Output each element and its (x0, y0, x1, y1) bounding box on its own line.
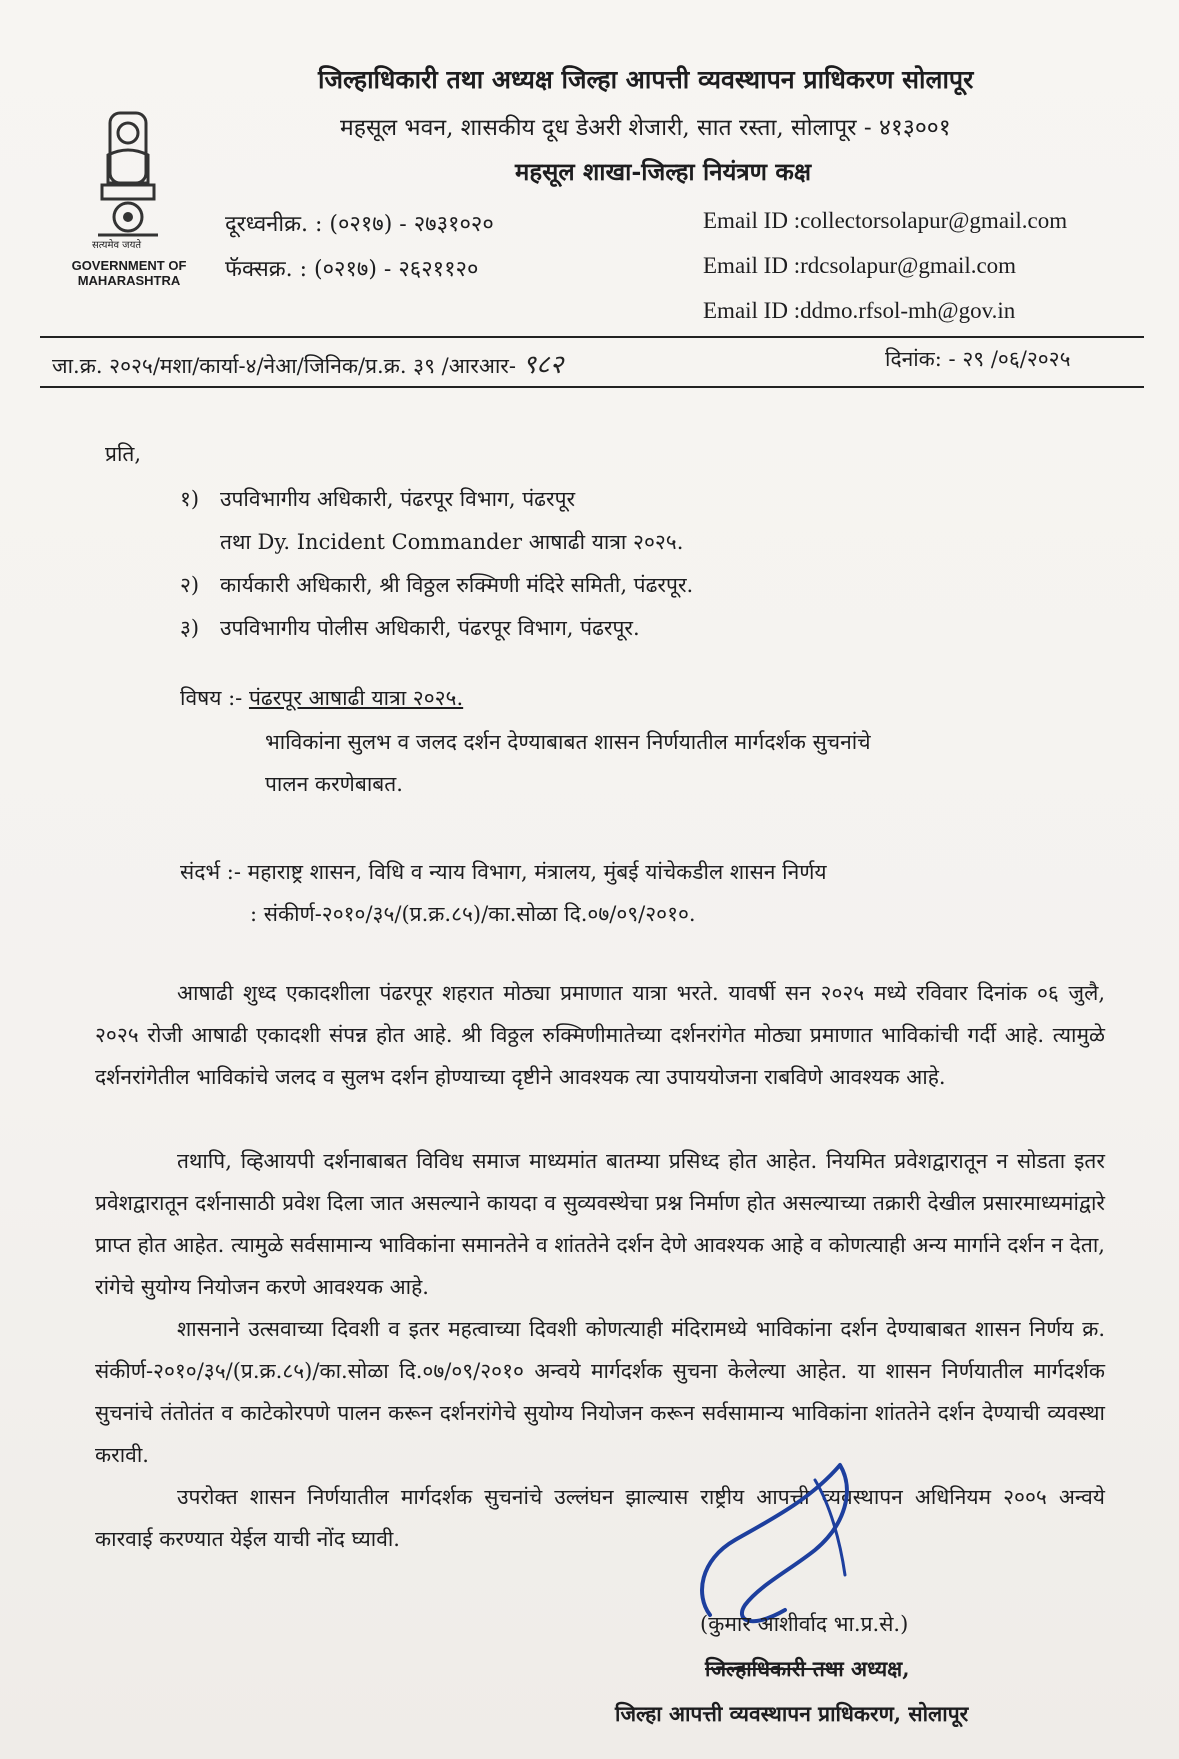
body-paragraph-3: शासनाने उत्सवाच्या दिवशी व इतर महत्वाच्या दिवशी कोणत्याही मंदिरामध्ये भाविकांना दर्शन देण्याबाबत शासन निर्णय क्र. संकीर्ण-२०१०/३५/(प्र.क्र.८५)/का.सोळा दि.०७/०९/२०१० अन्वये मार्गदर्शक सुचना केलेल्या आहेत. या शासन निर्णयातील मार्गदर्शक सुचनांचे तंतोतंत व काटेकोरपणे पालन करून दर्शनरांगेचे सुयोग्य नियोजन करून सर्वसामान्य भाविकांना शांततेने दर्शन देण्याची व्यवस्था करावी. (95, 1317, 1105, 1467)
government-label: GOVERNMENT OF MAHARASHTRA (71, 258, 187, 288)
body-paragraph-4: उपरोक्त शासन निर्णयातील मार्गदर्शक सुचनांचे उल्लंघन झाल्यास राष्ट्रीय आपत्ती व्यवस्थापन अधिनियम २००५ अन्वये कारवाई करण्यात येईल याची नोंद घ्यावी. (95, 1485, 1105, 1551)
recipient-1-number: १) (180, 487, 200, 511)
letter-date: दिनांक: - २९ /०६/२०२५ (885, 347, 1071, 371)
struck-designation: जिल्हाधिकारी तथा (705, 1656, 844, 1681)
office-address: महसूल भवन, शासकीय दूध डेअरी शेजारी, सात रस्ता, सोलापूर - ४१३००१ (340, 115, 951, 141)
phone-number: दूरध्वनीक्र. : (०२१७) - २७३१०२० (225, 212, 494, 237)
body-paragraph-2: तथापि, व्हिआयपी दर्शनाबाबत विविध समाज माध्यमांत बातम्या प्रसिध्द होत आहेत. नियमित प्रवेशद्वारातून न सोडता इतर प्रवेशद्वारातून दर्शनासाठी प्रवेश दिला जात असल्याने कायदा व सुव्यवस्थेचा प्रश्न निर्माण होत असल्याच्या तक्रारी देखील प्रसारमाध्यमांद्वारे प्राप्त होत आहेत. त्यामुळे सर्वसामान्य भाविकांना समानतेने व शांततेने दर्शन देणे आवश्यक आहे व कोणत्याही अन्य मार्गाने दर्शन न देता, रांगेचे सुयोग्य नियोजन करणे आवश्यक आहे. (95, 1149, 1105, 1299)
body-paragraph-1: आषाढी शुध्द एकादशीला पंढरपूर शहरात मोठ्या प्रमाणात यात्रा भरते. यावर्षी सन २०२५ मध्ये रविवार दिनांक ०६ जुलै, २०२५ रोजी आषाढी एकादशी संपन्न होत आहे. श्री विठ्ठल रुक्मिणीमातेच्या दर्शनरांगेत मोठ्या प्रमाणात भाविकांची गर्दी आहे. त्यामुळे दर्शनरांगेतील भाविकांचे जलद व सुलभ दर्शन होण्याच्या दृष्टीने आवश्यक त्या उपाययोजना राबविणे आवश्यक आहे. (95, 981, 1105, 1089)
subject-line-2: भाविकांना सुलभ व जलद दर्शन देण्याबाबत शासन निर्णयातील मार्गदर्शक सुचनांचे (265, 730, 871, 754)
designation-rest: अध्यक्ष, (843, 1656, 910, 1681)
reference-line-1: संदर्भ :- महाराष्ट्र शासन, विधि व न्याय विभाग, मंत्रालय, मुंबई यांचेकडील शासन निर्णय (180, 860, 827, 884)
header-rule-top (40, 336, 1144, 338)
salutation: प्रति, (105, 442, 142, 466)
recipient-1-line2: तथा Dy. Incident Commander आषाढी यात्रा २०२५. (220, 530, 684, 554)
recipient-3-line1: उपविभागीय पोलीस अधिकारी, पंढरपूर विभाग, पंढरपूर. (220, 616, 640, 640)
signatory-name: (कुमार आशीर्वाद भा.प्र.से.) (700, 1612, 909, 1636)
signatory-office: जिल्हा आपत्ती व्यवस्थापन प्राधिकरण, सोलापूर (615, 1701, 969, 1726)
header-rule-bottom (40, 386, 1144, 388)
reference-number-text: जा.क्र. २०२५/मशा/कार्या-४/नेआ/जिनिक/प्र.क्र. ३९ /आरआर- (52, 354, 516, 378)
state-emblem-icon (88, 105, 168, 245)
subject-label: विषय :- (180, 686, 243, 710)
subject-line (180, 684, 463, 712)
office-title: जिल्हाधिकारी तथा अध्यक्ष जिल्हा आपत्ती व्यवस्थापन प्राधिकरण सोलापूर (318, 65, 974, 94)
fax-number: फॅक्सक्र. : (०२१७) - २६२११२० (225, 257, 479, 282)
email-rdc: Email ID :rdcsolapur@gmail.com (703, 253, 1017, 278)
emblem-motto: सत्यमेव जयते (92, 240, 142, 251)
email-collector: Email ID :collectorsolapur@gmail.com (703, 208, 1068, 233)
reference-line-2: : संकीर्ण-२०१०/३५/(प्र.क्र.८५)/का.सोळा दि.०७/०९/२०१०. (250, 902, 696, 926)
signatory-designation (705, 1655, 910, 1683)
recipient-1-line1: उपविभागीय अधिकारी, पंढरपूर विभाग, पंढरपूर (220, 487, 576, 511)
handwritten-number: ९८२ (522, 350, 564, 380)
subject-line-3: पालन करणेबाबत. (265, 772, 403, 796)
office-branch: महसूल शाखा-जिल्हा नियंत्रण कक्ष (515, 157, 812, 186)
recipient-2-number: २) (180, 573, 200, 597)
recipient-3-number: ३) (180, 616, 200, 640)
reference-number (52, 345, 563, 381)
email-ddmo: Email ID :ddmo.rfsol-mh@gov.in (703, 298, 1016, 323)
subject-title: पंढरपूर आषाढी यात्रा २०२५. (248, 686, 464, 710)
recipient-2-line1: कार्यकारी अधिकारी, श्री विठ्ठल रुक्मिणी मंदिरे समिती, पंढरपूर. (220, 573, 694, 597)
